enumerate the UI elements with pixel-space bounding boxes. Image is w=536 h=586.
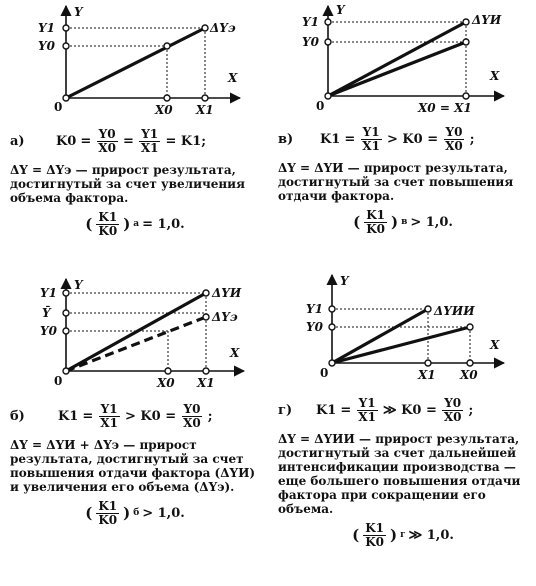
point: [329, 360, 335, 366]
final-num: K1: [365, 521, 384, 535]
y0-label: Y0: [40, 324, 57, 338]
point: [425, 306, 431, 312]
y-axis-label: Y: [74, 278, 83, 292]
delta-label: ΔYИ: [472, 13, 502, 27]
panel-v: [268, 0, 536, 293]
text-block-g: [278, 397, 528, 549]
panel-g: [268, 274, 536, 586]
final-b: ( $\frac{K1}{K0}$ ) б > 1,0.: [85, 499, 185, 527]
delta-label: ΔYИИ: [434, 304, 475, 318]
point: [63, 290, 69, 296]
final-den: K0: [366, 222, 385, 236]
panel-a: [0, 0, 268, 293]
panel-letter: г): [278, 403, 293, 418]
y-axis-label: Y: [336, 3, 345, 17]
point: [203, 368, 209, 374]
y1-label: Y1: [38, 21, 55, 35]
graph-v: [268, 0, 536, 128]
result-line-low: [328, 42, 466, 96]
point: [165, 368, 171, 374]
origin-label: 0: [320, 366, 329, 380]
formula-term: ≫ K0 =: [382, 403, 437, 418]
x0-label: X0: [460, 368, 478, 382]
y0-label: Y0: [38, 39, 55, 53]
final-sub: а: [133, 219, 140, 229]
final-den: K0: [98, 513, 118, 527]
result-line: [66, 293, 206, 371]
panel-letter: а): [10, 134, 25, 149]
point: [425, 360, 431, 366]
point: [202, 95, 208, 101]
point: [463, 19, 469, 25]
formula-a: а) K0 = $\frac{Y0}{X0}$ = $\frac{Y1}{X1}$ = K1;: [10, 127, 207, 155]
fraction: $\frac{Y1}{X1}$: [362, 125, 380, 153]
fraction: $\frac{Y0}{X0}$: [445, 125, 463, 153]
y0-label: Y0: [306, 320, 323, 334]
point: [203, 314, 209, 320]
panel-b: [0, 278, 268, 586]
x-label: X0 = X1: [418, 101, 472, 115]
y1-label: Y1: [302, 15, 319, 29]
description-g: ΔY = ΔYИИ — прирост результата, достигнутый за счет дальнейшей интенсификации производства — еще большего повышения отдачи фактора при сокращении его объема.: [278, 432, 521, 516]
final-num: K1: [98, 499, 118, 513]
point: [63, 368, 69, 374]
formula-b: б) K1 = $\frac{Y1}{X1}$ > K0 = $\frac{Y0}{X0}$ ;: [10, 402, 213, 430]
point: [63, 25, 69, 31]
fraction: $\frac{Y1}{X1}$: [358, 396, 376, 424]
final-rhs: = 1,0.: [142, 217, 185, 232]
point: [63, 43, 69, 49]
formula-term: K1: [320, 132, 341, 147]
point: [467, 324, 473, 330]
final-den: K0: [365, 535, 384, 549]
x-axis-label: X: [230, 346, 240, 360]
point: [325, 39, 331, 45]
y-axis-label: Y: [340, 274, 349, 288]
result-line-high: [328, 22, 466, 96]
x1-label: X1: [196, 103, 214, 117]
final-sub: б: [133, 508, 140, 518]
formula-term: ;: [469, 132, 475, 147]
final-v: ( $\frac{K1}{K0}$ ) в > 1,0.: [353, 208, 453, 236]
formula-term: = K1;: [165, 134, 207, 149]
formula-term: K0: [56, 134, 77, 149]
final-rhs: > 1,0.: [142, 506, 185, 521]
point: [325, 19, 331, 25]
text-block-v: [278, 126, 528, 236]
fraction: $\frac{Y0}{X0}$: [183, 402, 201, 430]
delta-i-label: ΔYИ: [212, 286, 242, 300]
final-num: K1: [98, 210, 118, 224]
point: [164, 95, 170, 101]
x0-label: X0: [155, 103, 173, 117]
point: [325, 93, 331, 99]
fraction: $\frac{Y0}{X0}$: [443, 396, 462, 424]
final-a: ( $\frac{K1}{K0}$ ) а = 1,0.: [85, 210, 185, 238]
ybar-label: Ȳ: [42, 306, 51, 320]
final-sub: в: [401, 217, 408, 227]
fraction: $\frac{Y1}{X1}$: [100, 402, 118, 430]
result-line-flat: [332, 327, 470, 363]
origin-label: 0: [316, 99, 325, 113]
y1-label: Y1: [40, 286, 57, 300]
x1-label: X1: [418, 368, 436, 382]
point: [467, 360, 473, 366]
result-line-steep: [332, 309, 428, 363]
x0-label: X0: [157, 376, 175, 390]
delta-e-label: ΔYэ: [212, 310, 238, 324]
y0-label: Y0: [302, 35, 319, 49]
y-axis-label: Y: [74, 5, 83, 19]
text-block-b: [10, 403, 260, 527]
point: [329, 324, 335, 330]
final-num: K1: [366, 208, 385, 222]
formula-term: > K0 =: [124, 409, 177, 424]
x-axis-label: X: [490, 338, 500, 352]
origin-label: 0: [54, 100, 63, 114]
final-rhs: ≫ 1,0.: [408, 528, 454, 543]
description-b: ΔY = ΔYИ + ΔYэ — прирост результата, достигнутый за счет повышения отдачи фактора (ΔYИ) и увеличения его объема (ΔYэ).: [10, 438, 256, 494]
graph-a: [0, 0, 268, 128]
point: [63, 310, 69, 316]
formula-term: K1: [58, 409, 79, 424]
formula-term: > K0 =: [386, 132, 439, 147]
panel-letter: б): [10, 409, 25, 424]
final-rhs: > 1,0.: [410, 215, 453, 230]
result-line: [66, 28, 205, 98]
formula-g: г) K1 = $\frac{Y1}{X1}$ ≫ K0 = $\frac{Y0}{X0}$ ;: [278, 396, 474, 424]
final-sub: г: [400, 530, 406, 540]
formula-term: ;: [207, 409, 213, 424]
formula-v: в) K1 = $\frac{Y1}{X1}$ > K0 = $\frac{Y0}{X0}$ ;: [278, 125, 475, 153]
point: [463, 93, 469, 99]
fraction: $\frac{Y1}{X1}$: [140, 127, 159, 155]
point: [164, 43, 170, 49]
result-line-dashed: [66, 317, 206, 371]
description-a: ΔY = ΔYэ — прирост результата, достигнутый за счет увеличения объема фактора.: [10, 163, 245, 205]
formula-term: K1: [316, 403, 337, 418]
origin-label: 0: [54, 374, 63, 388]
text-block-a: [10, 128, 260, 238]
final-g: ( $\frac{K1}{K0}$ ) г ≫ 1,0.: [352, 521, 454, 549]
fraction: $\frac{Y0}{X0}$: [98, 127, 116, 155]
point: [63, 95, 69, 101]
description-v: ΔY = ΔYИ — прирост результата, достигнутый за счет повышения отдачи фактора.: [278, 161, 514, 203]
delta-label: ΔYэ: [210, 21, 236, 35]
x1-label: X1: [197, 376, 215, 390]
graph-b: [0, 278, 268, 421]
point: [463, 39, 469, 45]
x-axis-label: X: [228, 71, 238, 85]
final-den: K0: [98, 224, 118, 238]
point: [202, 25, 208, 31]
y1-label: Y1: [306, 302, 323, 316]
formula-term: ;: [468, 403, 474, 418]
point: [203, 290, 209, 296]
panel-letter: в): [278, 132, 294, 147]
point: [329, 306, 335, 312]
point: [63, 328, 69, 334]
x-axis-label: X: [490, 69, 500, 83]
